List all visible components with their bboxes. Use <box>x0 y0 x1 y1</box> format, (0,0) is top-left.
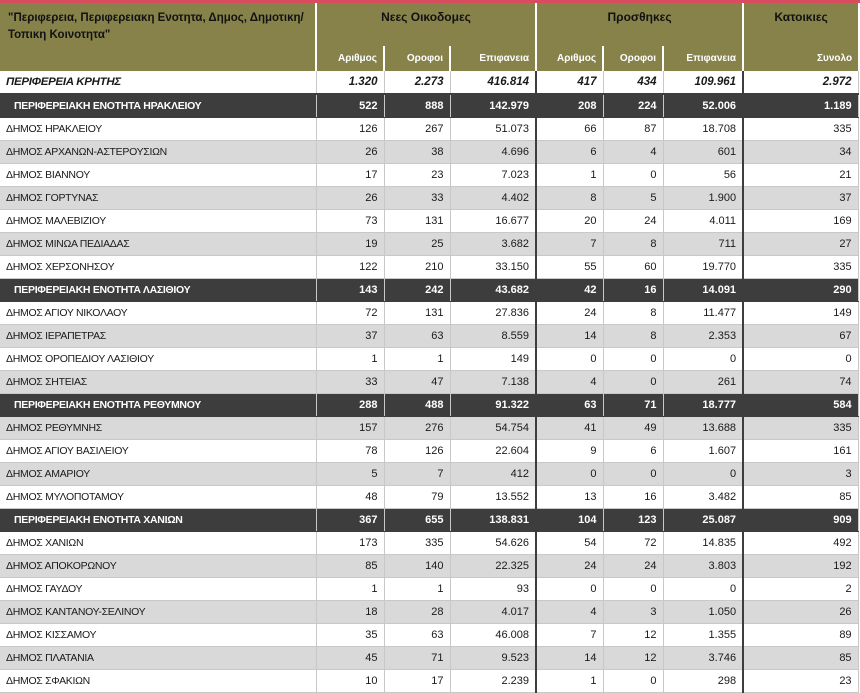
row-value-new-floors: 28 <box>384 600 450 623</box>
row-value-add-area: 711 <box>663 232 743 255</box>
row-value-new-count: 18 <box>316 600 384 623</box>
row-value-add-floors: 224 <box>603 94 663 117</box>
row-value-add-count: 24 <box>536 554 603 577</box>
row-value-add-count: 14 <box>536 646 603 669</box>
row-value-new-area: 9.523 <box>450 646 536 669</box>
row-value-new-count: 45 <box>316 646 384 669</box>
row-value-dwellings-total: 335 <box>743 117 858 140</box>
table-row <box>0 301 858 324</box>
row-value-new-count: 78 <box>316 439 384 462</box>
table-row <box>0 209 858 232</box>
row-value-dwellings-total: 89 <box>743 623 858 646</box>
row-value-new-floors: 23 <box>384 163 450 186</box>
row-name: ΔΗΜΟΣ ΚΑΝΤΑΝΟΥ-ΣΕΛΙΝΟΥ <box>0 600 316 623</box>
row-name: ΔΗΜΟΣ ΓΟΡΤΥΝΑΣ <box>0 186 316 209</box>
row-value-new-floors: 71 <box>384 646 450 669</box>
row-name: ΠΕΡΙΦΕΡΕΙΑΚΗ ΕΝΟΤΗΤΑ ΗΡΑΚΛΕΙΟΥ <box>0 94 316 117</box>
row-value-new-area: 7.023 <box>450 163 536 186</box>
row-name: ΔΗΜΟΣ ΜΥΛΟΠΟΤΑΜΟΥ <box>0 485 316 508</box>
row-value-add-count: 7 <box>536 623 603 646</box>
row-value-dwellings-total: 1.189 <box>743 94 858 117</box>
row-value-add-count: 41 <box>536 416 603 439</box>
row-value-add-area: 3.746 <box>663 646 743 669</box>
row-value-add-area: 11.477 <box>663 301 743 324</box>
row-value-dwellings-total: 290 <box>743 278 858 301</box>
row-value-new-count: 33 <box>316 370 384 393</box>
row-value-add-area: 1.900 <box>663 186 743 209</box>
row-value-dwellings-total: 909 <box>743 508 858 531</box>
row-value-new-floors: 655 <box>384 508 450 531</box>
table-body <box>0 71 858 692</box>
row-value-dwellings-total: 85 <box>743 646 858 669</box>
row-value-new-count: 5 <box>316 462 384 485</box>
row-value-add-count: 42 <box>536 278 603 301</box>
row-value-add-floors: 0 <box>603 669 663 692</box>
table-row <box>0 117 858 140</box>
row-value-new-count: 126 <box>316 117 384 140</box>
row-value-add-area: 14.835 <box>663 531 743 554</box>
table-row <box>0 163 858 186</box>
row-value-new-count: 367 <box>316 508 384 531</box>
row-value-new-count: 35 <box>316 623 384 646</box>
row-value-add-count: 1 <box>536 669 603 692</box>
row-value-add-floors: 434 <box>603 71 663 94</box>
row-value-new-count: 1.320 <box>316 71 384 94</box>
row-name: ΔΗΜΟΣ ΑΓΙΟΥ ΒΑΣΙΛΕΙΟΥ <box>0 439 316 462</box>
row-value-add-floors: 87 <box>603 117 663 140</box>
row-value-new-floors: 1 <box>384 577 450 600</box>
subheader-new-count: Αριθμος <box>316 46 384 71</box>
row-value-new-count: 143 <box>316 278 384 301</box>
table-row <box>0 600 858 623</box>
row-value-new-count: 73 <box>316 209 384 232</box>
row-name: ΠΕΡΙΦΕΡΕΙΑΚΗ ΕΝΟΤΗΤΑ ΡΕΘΥΜΝΟΥ <box>0 393 316 416</box>
row-name: ΠΕΡΙΦΕΡΕΙΑΚΗ ΕΝΟΤΗΤΑ ΛΑΣΙΘΙΟΥ <box>0 278 316 301</box>
row-value-new-floors: 38 <box>384 140 450 163</box>
row-value-new-count: 122 <box>316 255 384 278</box>
group-header-additions: Προσθηκες <box>536 3 743 46</box>
row-value-add-count: 417 <box>536 71 603 94</box>
subheader-add-floors: Οροφοι <box>603 46 663 71</box>
row-value-add-floors: 0 <box>603 577 663 600</box>
row-value-new-floors: 335 <box>384 531 450 554</box>
row-value-new-count: 19 <box>316 232 384 255</box>
row-value-new-count: 85 <box>316 554 384 577</box>
region-row <box>0 508 858 531</box>
row-value-new-floors: 7 <box>384 462 450 485</box>
row-value-new-area: 54.754 <box>450 416 536 439</box>
row-value-new-area: 2.239 <box>450 669 536 692</box>
table-row <box>0 531 858 554</box>
row-value-add-count: 14 <box>536 324 603 347</box>
row-value-add-area: 19.770 <box>663 255 743 278</box>
row-value-new-area: 27.836 <box>450 301 536 324</box>
row-value-new-floors: 126 <box>384 439 450 462</box>
row-value-add-floors: 49 <box>603 416 663 439</box>
row-value-add-count: 55 <box>536 255 603 278</box>
column-header-area: "Περιφερεια, Περιφερειακη Ενοτητα, Δημος, Δημοτικη/Τοπικη Κοινοτητα" <box>0 3 316 71</box>
row-value-new-count: 173 <box>316 531 384 554</box>
row-value-add-area: 3.803 <box>663 554 743 577</box>
row-name: ΔΗΜΟΣ ΗΡΑΚΛΕΙΟΥ <box>0 117 316 140</box>
row-value-add-floors: 12 <box>603 646 663 669</box>
table-row <box>0 669 858 692</box>
row-value-add-floors: 60 <box>603 255 663 278</box>
row-value-new-count: 522 <box>316 94 384 117</box>
row-name: ΔΗΜΟΣ ΧΕΡΣΟΝΗΣΟΥ <box>0 255 316 278</box>
row-value-add-area: 3.482 <box>663 485 743 508</box>
table-row <box>0 646 858 669</box>
row-value-dwellings-total: 335 <box>743 255 858 278</box>
row-value-add-floors: 8 <box>603 324 663 347</box>
table-row <box>0 347 858 370</box>
row-value-dwellings-total: 2 <box>743 577 858 600</box>
row-name: ΔΗΜΟΣ ΟΡΟΠΕΔΙΟΥ ΛΑΣΙΘΙΟΥ <box>0 347 316 370</box>
subheader-add-count: Αριθμος <box>536 46 603 71</box>
row-value-add-count: 24 <box>536 301 603 324</box>
statistics-table <box>0 3 859 693</box>
row-value-new-area: 4.017 <box>450 600 536 623</box>
row-value-new-count: 17 <box>316 163 384 186</box>
row-value-new-count: 48 <box>316 485 384 508</box>
row-value-add-count: 8 <box>536 186 603 209</box>
row-value-add-count: 63 <box>536 393 603 416</box>
row-value-add-area: 52.006 <box>663 94 743 117</box>
header-row-groups <box>0 3 858 46</box>
row-value-dwellings-total: 74 <box>743 370 858 393</box>
row-value-new-floors: 242 <box>384 278 450 301</box>
row-value-new-area: 4.696 <box>450 140 536 163</box>
row-value-new-floors: 63 <box>384 324 450 347</box>
row-value-add-area: 1.607 <box>663 439 743 462</box>
row-value-new-area: 412 <box>450 462 536 485</box>
row-name: ΔΗΜΟΣ ΙΕΡΑΠΕΤΡΑΣ <box>0 324 316 347</box>
row-value-dwellings-total: 161 <box>743 439 858 462</box>
row-name: ΔΗΜΟΣ ΑΡΧΑΝΩΝ-ΑΣΤΕΡΟΥΣΙΩΝ <box>0 140 316 163</box>
row-value-new-floors: 276 <box>384 416 450 439</box>
row-value-add-area: 18.777 <box>663 393 743 416</box>
row-value-dwellings-total: 37 <box>743 186 858 209</box>
row-name: ΠΕΡΙΦΕΡΕΙΑ ΚΡΗΤΗΣ <box>0 71 316 94</box>
row-value-add-count: 9 <box>536 439 603 462</box>
row-value-new-count: 26 <box>316 140 384 163</box>
row-value-dwellings-total: 149 <box>743 301 858 324</box>
row-value-add-floors: 0 <box>603 163 663 186</box>
row-value-new-area: 8.559 <box>450 324 536 347</box>
total-row <box>0 71 858 94</box>
row-value-add-area: 56 <box>663 163 743 186</box>
group-header-new-buildings: Νεες Οικοδομες <box>316 3 536 46</box>
row-value-new-floors: 210 <box>384 255 450 278</box>
row-value-new-floors: 33 <box>384 186 450 209</box>
table-row <box>0 554 858 577</box>
group-header-dwellings: Κατοικιες <box>743 3 858 46</box>
table-row <box>0 416 858 439</box>
row-value-add-count: 54 <box>536 531 603 554</box>
row-value-add-floors: 0 <box>603 347 663 370</box>
table-row <box>0 140 858 163</box>
row-value-add-floors: 8 <box>603 301 663 324</box>
row-value-add-count: 13 <box>536 485 603 508</box>
row-name: ΔΗΜΟΣ ΡΕΘΥΜΝΗΣ <box>0 416 316 439</box>
row-value-add-floors: 123 <box>603 508 663 531</box>
row-value-new-area: 7.138 <box>450 370 536 393</box>
row-value-add-area: 0 <box>663 577 743 600</box>
table-row <box>0 186 858 209</box>
row-value-dwellings-total: 192 <box>743 554 858 577</box>
row-value-new-area: 91.322 <box>450 393 536 416</box>
row-value-new-area: 149 <box>450 347 536 370</box>
row-value-new-floors: 79 <box>384 485 450 508</box>
row-value-new-area: 13.552 <box>450 485 536 508</box>
row-value-add-area: 601 <box>663 140 743 163</box>
row-value-add-area: 261 <box>663 370 743 393</box>
table-row <box>0 485 858 508</box>
table-row <box>0 462 858 485</box>
row-value-dwellings-total: 169 <box>743 209 858 232</box>
row-name: ΔΗΜΟΣ ΠΛΑΤΑΝΙΑ <box>0 646 316 669</box>
row-value-new-area: 43.682 <box>450 278 536 301</box>
row-value-new-floors: 267 <box>384 117 450 140</box>
row-value-dwellings-total: 492 <box>743 531 858 554</box>
row-value-add-area: 18.708 <box>663 117 743 140</box>
row-value-add-floors: 24 <box>603 554 663 577</box>
row-value-new-count: 288 <box>316 393 384 416</box>
row-value-add-count: 0 <box>536 462 603 485</box>
row-value-add-floors: 8 <box>603 232 663 255</box>
row-value-new-area: 16.677 <box>450 209 536 232</box>
row-value-add-area: 109.961 <box>663 71 743 94</box>
region-row <box>0 278 858 301</box>
row-name: ΔΗΜΟΣ ΑΜΑΡΙΟΥ <box>0 462 316 485</box>
row-value-add-area: 14.091 <box>663 278 743 301</box>
row-value-new-area: 3.682 <box>450 232 536 255</box>
row-value-new-area: 54.626 <box>450 531 536 554</box>
row-name: ΔΗΜΟΣ ΜΙΝΩΑ ΠΕΔΙΑΔΑΣ <box>0 232 316 255</box>
row-value-new-area: 4.402 <box>450 186 536 209</box>
row-name: ΔΗΜΟΣ ΑΓΙΟΥ ΝΙΚΟΛΑΟΥ <box>0 301 316 324</box>
row-value-dwellings-total: 21 <box>743 163 858 186</box>
row-value-new-floors: 488 <box>384 393 450 416</box>
row-name: ΔΗΜΟΣ ΜΑΛΕΒΙΖΙΟΥ <box>0 209 316 232</box>
row-value-add-count: 4 <box>536 370 603 393</box>
row-value-new-area: 142.979 <box>450 94 536 117</box>
table-row <box>0 232 858 255</box>
row-value-dwellings-total: 67 <box>743 324 858 347</box>
row-value-add-floors: 71 <box>603 393 663 416</box>
row-value-new-area: 22.325 <box>450 554 536 577</box>
region-row <box>0 393 858 416</box>
row-value-new-floors: 25 <box>384 232 450 255</box>
table-row <box>0 623 858 646</box>
row-value-add-count: 7 <box>536 232 603 255</box>
row-value-dwellings-total: 335 <box>743 416 858 439</box>
row-value-dwellings-total: 34 <box>743 140 858 163</box>
row-value-new-area: 33.150 <box>450 255 536 278</box>
row-name: ΔΗΜΟΣ ΓΑΥΔΟΥ <box>0 577 316 600</box>
subheader-dwellings-total: Συνολο <box>743 46 858 71</box>
row-value-add-floors: 72 <box>603 531 663 554</box>
row-value-add-floors: 24 <box>603 209 663 232</box>
table-row <box>0 324 858 347</box>
row-value-add-floors: 16 <box>603 278 663 301</box>
row-value-new-area: 138.831 <box>450 508 536 531</box>
row-value-new-floors: 131 <box>384 209 450 232</box>
row-value-new-floors: 888 <box>384 94 450 117</box>
row-value-dwellings-total: 85 <box>743 485 858 508</box>
row-value-new-area: 416.814 <box>450 71 536 94</box>
row-name: ΠΕΡΙΦΕΡΕΙΑΚΗ ΕΝΟΤΗΤΑ ΧΑΝΙΩΝ <box>0 508 316 531</box>
region-row <box>0 94 858 117</box>
row-value-add-area: 25.087 <box>663 508 743 531</box>
row-value-dwellings-total: 23 <box>743 669 858 692</box>
row-value-add-count: 1 <box>536 163 603 186</box>
row-value-new-count: 1 <box>316 577 384 600</box>
table-row <box>0 577 858 600</box>
row-value-dwellings-total: 2.972 <box>743 71 858 94</box>
row-value-add-area: 1.355 <box>663 623 743 646</box>
row-value-dwellings-total: 26 <box>743 600 858 623</box>
row-value-new-area: 93 <box>450 577 536 600</box>
table-row <box>0 370 858 393</box>
row-value-add-count: 66 <box>536 117 603 140</box>
table-row <box>0 255 858 278</box>
row-value-add-floors: 6 <box>603 439 663 462</box>
row-value-new-area: 51.073 <box>450 117 536 140</box>
row-value-new-count: 10 <box>316 669 384 692</box>
row-value-new-floors: 1 <box>384 347 450 370</box>
table-row <box>0 439 858 462</box>
row-value-new-floors: 17 <box>384 669 450 692</box>
row-value-new-count: 157 <box>316 416 384 439</box>
row-value-new-count: 37 <box>316 324 384 347</box>
row-value-add-count: 0 <box>536 577 603 600</box>
row-value-add-area: 1.050 <box>663 600 743 623</box>
row-value-dwellings-total: 3 <box>743 462 858 485</box>
row-value-add-floors: 0 <box>603 370 663 393</box>
row-value-dwellings-total: 584 <box>743 393 858 416</box>
subheader-new-area: Επιφανεια <box>450 46 536 71</box>
row-value-new-floors: 131 <box>384 301 450 324</box>
row-value-add-floors: 4 <box>603 140 663 163</box>
row-name: ΔΗΜΟΣ ΧΑΝΙΩΝ <box>0 531 316 554</box>
row-value-new-floors: 47 <box>384 370 450 393</box>
subheader-add-area: Επιφανεια <box>663 46 743 71</box>
row-value-add-count: 104 <box>536 508 603 531</box>
row-value-add-count: 208 <box>536 94 603 117</box>
row-value-add-count: 6 <box>536 140 603 163</box>
row-value-dwellings-total: 0 <box>743 347 858 370</box>
row-value-add-count: 20 <box>536 209 603 232</box>
row-value-new-floors: 63 <box>384 623 450 646</box>
row-value-new-floors: 2.273 <box>384 71 450 94</box>
row-value-add-area: 0 <box>663 462 743 485</box>
row-value-add-floors: 3 <box>603 600 663 623</box>
row-value-add-area: 0 <box>663 347 743 370</box>
row-value-add-floors: 16 <box>603 485 663 508</box>
row-value-add-area: 298 <box>663 669 743 692</box>
row-value-new-count: 1 <box>316 347 384 370</box>
row-value-new-area: 22.604 <box>450 439 536 462</box>
row-value-add-floors: 5 <box>603 186 663 209</box>
row-value-new-count: 72 <box>316 301 384 324</box>
row-value-dwellings-total: 27 <box>743 232 858 255</box>
row-value-add-area: 2.353 <box>663 324 743 347</box>
row-value-add-area: 4.011 <box>663 209 743 232</box>
row-name: ΔΗΜΟΣ ΣΗΤΕΙΑΣ <box>0 370 316 393</box>
row-value-add-count: 4 <box>536 600 603 623</box>
row-name: ΔΗΜΟΣ ΑΠΟΚΟΡΩΝΟΥ <box>0 554 316 577</box>
row-name: ΔΗΜΟΣ ΚΙΣΣΑΜΟΥ <box>0 623 316 646</box>
row-value-add-floors: 0 <box>603 462 663 485</box>
row-name: ΔΗΜΟΣ ΣΦΑΚΙΩΝ <box>0 669 316 692</box>
row-name: ΔΗΜΟΣ ΒΙΑΝΝΟΥ <box>0 163 316 186</box>
row-value-new-area: 46.008 <box>450 623 536 646</box>
row-value-new-floors: 140 <box>384 554 450 577</box>
row-value-add-area: 13.688 <box>663 416 743 439</box>
row-value-add-count: 0 <box>536 347 603 370</box>
row-value-add-floors: 12 <box>603 623 663 646</box>
row-value-new-count: 26 <box>316 186 384 209</box>
subheader-new-floors: Οροφοι <box>384 46 450 71</box>
